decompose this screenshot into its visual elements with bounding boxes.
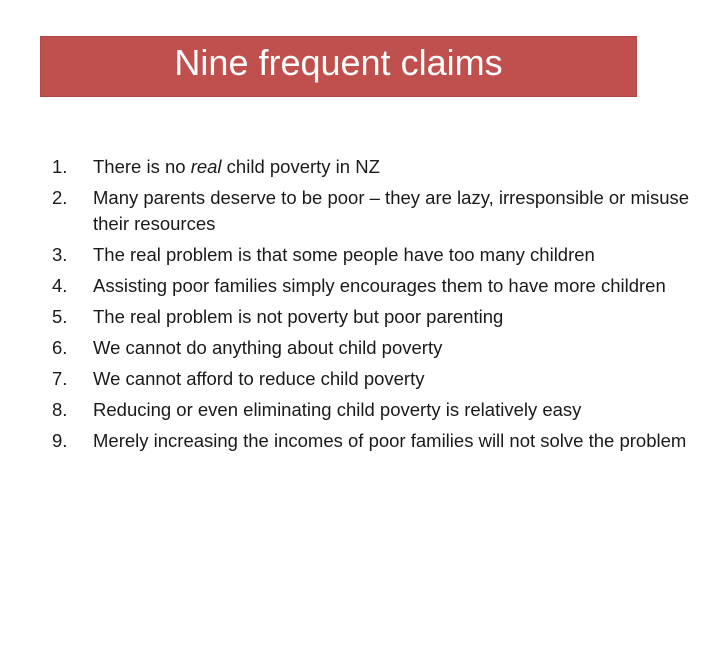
title-banner	[40, 36, 637, 97]
claim-text: We cannot afford to reduce child poverty	[93, 368, 425, 389]
claim-text-start: There is no	[93, 156, 191, 177]
claim-item-6	[52, 335, 692, 361]
claim-text: Reducing or even eliminating child poverty is relatively easy	[93, 399, 582, 420]
claims-list	[52, 154, 692, 459]
claim-number: 5.	[52, 306, 68, 327]
claim-text-end: child poverty in NZ	[221, 156, 380, 177]
claim-text: Many parents deserve to be poor – they are lazy, irresponsible or misuse their resources	[93, 187, 690, 234]
claim-text: We cannot do anything about child poverty	[93, 337, 443, 358]
claim-item-9	[52, 428, 692, 454]
claim-number: 4.	[52, 275, 68, 296]
claim-item-3	[52, 242, 692, 268]
claim-item-1	[52, 154, 692, 180]
claim-text: Assisting poor families simply encourages them to have more children	[93, 275, 666, 296]
claim-number: 1.	[52, 156, 68, 177]
claim-item-4	[52, 273, 692, 299]
claim-number: 9.	[52, 430, 68, 451]
claim-item-7	[52, 366, 692, 392]
claim-number: 3.	[52, 244, 68, 265]
claim-number: 6.	[52, 337, 68, 358]
claim-number: 8.	[52, 399, 68, 420]
claim-item-2	[52, 185, 692, 237]
claim-number: 2.	[52, 187, 68, 208]
claim-item-5	[52, 304, 692, 330]
claim-item-8	[52, 397, 692, 423]
claim-text: The real problem is not poverty but poor parenting	[93, 306, 504, 327]
claim-emphasis: real	[190, 156, 222, 177]
claim-text	[93, 154, 692, 180]
claim-text: Merely increasing the incomes of poor families will not solve the problem	[93, 430, 687, 451]
slide-title: Nine frequent claims	[174, 41, 503, 83]
claim-number: 7.	[52, 368, 68, 389]
claim-text: The real problem is that some people have too many children	[93, 244, 595, 265]
